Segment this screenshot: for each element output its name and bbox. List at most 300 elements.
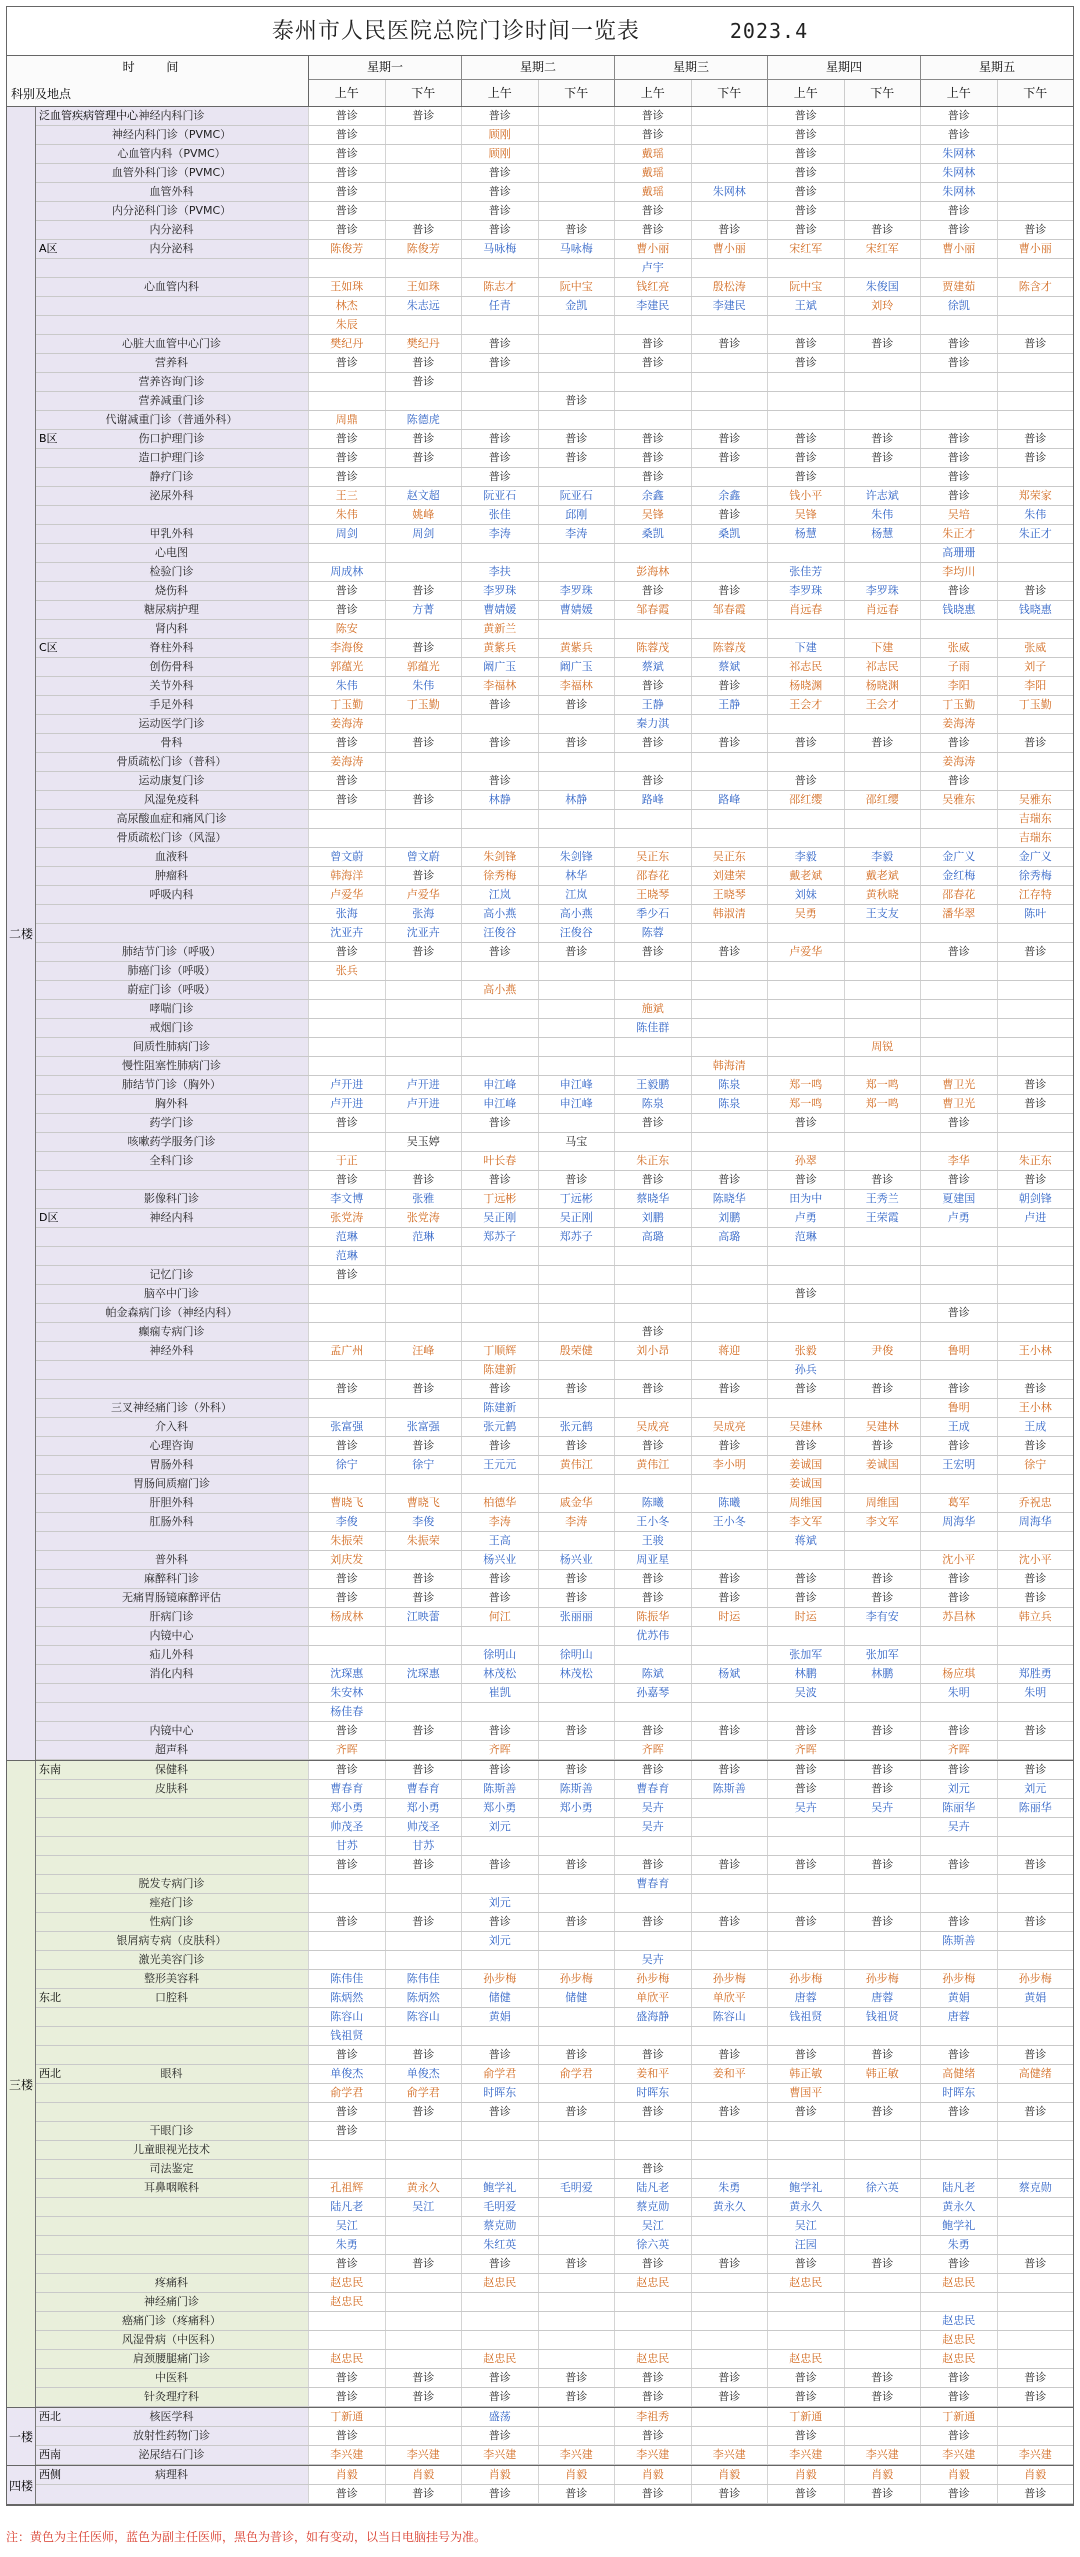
doctor-slot: 普诊 <box>920 468 997 486</box>
doctor-slot <box>385 2160 462 2178</box>
doctor-slot: 周海华 <box>920 1513 997 1531</box>
doctor-slot: 赵忠民 <box>920 2312 997 2330</box>
doctor-slot <box>997 715 1074 733</box>
doctor-slot <box>308 1932 385 1950</box>
doctor-slot: 普诊 <box>308 2255 385 2273</box>
schedule-row <box>35 335 1073 354</box>
doctor-slot: 普诊 <box>538 2103 615 2121</box>
department-name: 无痛胃肠镜麻醉评估 <box>122 1591 221 1604</box>
doctor-slot: 陈德虎 <box>385 411 462 429</box>
doctor-slot <box>385 962 462 980</box>
department-cell <box>35 1038 308 1056</box>
doctor-slot: 普诊 <box>308 601 385 619</box>
department-name: 药学门诊 <box>149 1116 194 1129</box>
doctor-slot: 姜海涛 <box>920 753 997 771</box>
doctor-slot: 刘建荣 <box>691 867 768 885</box>
doctor-slot: 王高 <box>461 1532 538 1550</box>
doctor-slot: 杨慧 <box>767 525 844 543</box>
doctor-slot: 王元元 <box>461 1456 538 1474</box>
doctor-slot <box>691 145 768 163</box>
doctor-slot: 桑凯 <box>691 525 768 543</box>
doctor-slot <box>385 1646 462 1664</box>
department-name: 手足外科 <box>149 698 194 711</box>
doctor-slot: 陈安 <box>308 620 385 638</box>
doctor-slot: 普诊 <box>767 1856 844 1874</box>
doctor-slot <box>538 1703 615 1721</box>
doctor-slot <box>844 259 921 277</box>
doctor-slot <box>691 715 768 733</box>
doctor-slot <box>308 1133 385 1151</box>
doctor-slot <box>461 1000 538 1018</box>
doctor-slot: 普诊 <box>308 2103 385 2121</box>
doctor-slot: 普诊 <box>997 1380 1074 1398</box>
doctor-slot <box>997 2160 1074 2178</box>
doctor-slot <box>538 2236 615 2254</box>
doctor-slot: 陈叶 <box>997 905 1074 923</box>
doctor-slot <box>997 2350 1074 2368</box>
doctor-slot: 许志斌 <box>844 487 921 505</box>
department-cell <box>35 772 308 790</box>
department-name: 泌尿外科 <box>149 489 194 502</box>
doctor-slot: 普诊 <box>767 202 844 220</box>
department-name: 影像科门诊 <box>144 1192 199 1205</box>
doctor-slot: 普诊 <box>997 2046 1074 2064</box>
doctor-slot <box>691 1323 768 1341</box>
doctor-slot: 齐晖 <box>308 1741 385 1759</box>
doctor-slot: 刘庆发 <box>308 1551 385 1569</box>
doctor-slot <box>691 2350 768 2368</box>
doctor-slot <box>920 2141 997 2159</box>
schedule-row <box>35 2141 1073 2160</box>
area-label: 泛血管疾病管理中心 <box>39 109 138 122</box>
doctor-slot: 普诊 <box>308 1722 385 1740</box>
doctor-slot: 姜和平 <box>614 2065 691 2083</box>
doctor-slot: 普诊 <box>308 1761 385 1779</box>
doctor-slot: 曹晓飞 <box>308 1494 385 1512</box>
doctor-slot: 普诊 <box>920 1589 997 1607</box>
doctor-slot <box>614 753 691 771</box>
department-cell <box>35 1000 308 1018</box>
doctor-slot: 郑一鸣 <box>767 1095 844 1113</box>
day-header <box>462 56 615 106</box>
schedule-row <box>35 924 1073 943</box>
department-name: 蔚症门诊（呼吸） <box>127 983 216 996</box>
schedule-row <box>35 126 1073 145</box>
am-label: 上午 <box>921 80 998 106</box>
department-name: 肿瘤科 <box>155 869 188 882</box>
schedule-row <box>35 2065 1073 2084</box>
doctor-slot <box>538 1323 615 1341</box>
doctor-slot: 普诊 <box>385 354 462 372</box>
doctor-slot: 普诊 <box>997 1171 1074 1189</box>
doctor-slot: 路峰 <box>614 791 691 809</box>
department-name: 血管外科 <box>149 185 194 198</box>
doctor-slot <box>997 1741 1074 1759</box>
doctor-slot: 普诊 <box>614 1380 691 1398</box>
doctor-slot <box>691 2312 768 2330</box>
doctor-slot: 普诊 <box>691 1171 768 1189</box>
doctor-slot <box>461 259 538 277</box>
doctor-slot: 吴卉 <box>614 1951 691 1969</box>
doctor-slot: 蔡克勋 <box>461 2217 538 2235</box>
doctor-slot <box>308 2331 385 2349</box>
doctor-slot: 何江 <box>461 1608 538 1626</box>
doctor-slot <box>767 1894 844 1912</box>
doctor-slot: 赵忠民 <box>308 2350 385 2368</box>
doctor-slot <box>920 1057 997 1075</box>
doctor-slot: 普诊 <box>767 2369 844 2387</box>
doctor-slot: 普诊 <box>538 1570 615 1588</box>
doctor-slot: 王如珠 <box>308 278 385 296</box>
doctor-slot <box>308 2312 385 2330</box>
doctor-slot <box>538 563 615 581</box>
doctor-slot <box>538 2160 615 2178</box>
doctor-slot: 普诊 <box>691 1722 768 1740</box>
doctor-slot: 普诊 <box>767 1780 844 1798</box>
doctor-slot <box>997 544 1074 562</box>
doctor-slot <box>691 392 768 410</box>
doctor-slot: 汪峰 <box>385 1342 462 1360</box>
doctor-slot: 曹小丽 <box>920 240 997 258</box>
doctor-slot: 姜诚国 <box>767 1475 844 1493</box>
doctor-slot <box>538 107 615 125</box>
doctor-slot: 普诊 <box>691 734 768 752</box>
doctor-slot: 普诊 <box>767 468 844 486</box>
doctor-slot <box>538 1019 615 1037</box>
doctor-slot: 蔡克勋 <box>997 2179 1074 2197</box>
doctor-slot <box>614 1038 691 1056</box>
department-cell <box>35 1209 308 1227</box>
schedule-row <box>35 1342 1073 1361</box>
doctor-slot: 普诊 <box>844 734 921 752</box>
doctor-slot <box>385 829 462 847</box>
doctor-slot <box>614 2141 691 2159</box>
doctor-slot <box>691 1818 768 1836</box>
doctor-slot <box>308 1000 385 1018</box>
department-cell <box>35 1228 308 1246</box>
doctor-slot: 李兴建 <box>538 2446 615 2464</box>
doctor-slot <box>767 924 844 942</box>
doctor-slot: 普诊 <box>997 1856 1074 1874</box>
doctor-slot <box>691 2274 768 2292</box>
doctor-slot <box>308 1399 385 1417</box>
doctor-slot <box>538 1951 615 1969</box>
doctor-slot <box>691 1133 768 1151</box>
doctor-slot <box>385 1703 462 1721</box>
doctor-slot: 孙兵 <box>767 1361 844 1379</box>
schedule-row <box>35 183 1073 202</box>
doctor-slot: 肖毅 <box>997 2466 1074 2484</box>
schedule-row <box>35 145 1073 164</box>
doctor-slot <box>844 1894 921 1912</box>
schedule-row <box>35 1780 1073 1799</box>
doctor-slot: 普诊 <box>767 1570 844 1588</box>
doctor-slot: 林静 <box>461 791 538 809</box>
doctor-slot: 储健 <box>461 1989 538 2007</box>
doctor-slot <box>767 544 844 562</box>
area-label: 西侧 <box>39 2468 61 2481</box>
doctor-slot: 普诊 <box>308 221 385 239</box>
doctor-slot: 徐秀梅 <box>997 867 1074 885</box>
doctor-slot <box>920 1475 997 1493</box>
doctor-slot <box>997 1932 1074 1950</box>
doctor-slot: 施斌 <box>614 1000 691 1018</box>
doctor-slot: 赵忠民 <box>308 2274 385 2292</box>
doctor-slot: 宋红军 <box>767 240 844 258</box>
doctor-slot: 普诊 <box>385 1570 462 1588</box>
doctor-slot <box>997 2274 1074 2292</box>
doctor-slot: 普诊 <box>614 107 691 125</box>
schedule-row <box>35 1570 1073 1589</box>
doctor-slot: 普诊 <box>691 1380 768 1398</box>
doctor-slot: 普诊 <box>844 221 921 239</box>
doctor-slot: 普诊 <box>614 2427 691 2445</box>
doctor-slot <box>691 1361 768 1379</box>
doctor-slot <box>844 164 921 182</box>
doctor-slot: 王秀兰 <box>844 1190 921 1208</box>
doctor-slot: 邵春花 <box>614 867 691 885</box>
doctor-slot: 普诊 <box>844 2046 921 2064</box>
doctor-slot: 林华 <box>538 867 615 885</box>
doctor-slot: 高健绪 <box>920 2065 997 2083</box>
doctor-slot: 沈小平 <box>920 1551 997 1569</box>
doctor-slot: 甘苏 <box>308 1837 385 1855</box>
doctor-slot: 普诊 <box>461 1570 538 1588</box>
doctor-slot: 普诊 <box>997 2255 1074 2273</box>
doctor-slot: 丁顺辉 <box>461 1342 538 1360</box>
doctor-slot <box>385 202 462 220</box>
doctor-slot: 曹春育 <box>308 1780 385 1798</box>
doctor-slot: 陈振华 <box>614 1608 691 1626</box>
doctor-slot: 普诊 <box>920 2103 997 2121</box>
doctor-slot <box>920 1323 997 1341</box>
department-cell <box>35 487 308 505</box>
doctor-slot: 黄伟江 <box>538 1456 615 1474</box>
doctor-slot: 普诊 <box>997 1095 1074 1113</box>
doctor-slot: 张雅 <box>385 1190 462 1208</box>
doctor-slot: 普诊 <box>461 1761 538 1779</box>
department-cell <box>35 715 308 733</box>
doctor-slot: 卢勇 <box>767 1209 844 1227</box>
doctor-slot <box>844 943 921 961</box>
doctor-slot: 普诊 <box>844 1780 921 1798</box>
doctor-slot: 阮亚石 <box>538 487 615 505</box>
doctor-slot: 普诊 <box>844 430 921 448</box>
doctor-slot <box>691 753 768 771</box>
doctor-slot <box>691 810 768 828</box>
doctor-slot <box>767 1304 844 1322</box>
department-cell <box>35 1875 308 1893</box>
doctor-slot <box>538 1894 615 1912</box>
doctor-slot <box>385 620 462 638</box>
doctor-slot: 普诊 <box>614 449 691 467</box>
doctor-slot: 普诊 <box>844 449 921 467</box>
doctor-slot: 陈斯善 <box>691 1780 768 1798</box>
doctor-slot <box>614 1399 691 1417</box>
schedule-row <box>35 810 1073 829</box>
doctor-slot <box>767 1627 844 1645</box>
doctor-slot <box>385 259 462 277</box>
area-label: 西北 <box>39 2067 61 2080</box>
doctor-slot: 吴卉 <box>767 1799 844 1817</box>
day-name: 星期二 <box>462 56 614 80</box>
schedule-row <box>35 829 1073 848</box>
schedule-row <box>35 1095 1073 1114</box>
doctor-slot: 普诊 <box>767 1589 844 1607</box>
schedule-row <box>35 1323 1073 1342</box>
doctor-slot <box>385 1114 462 1132</box>
department-name: 泌尿结石门诊 <box>138 2448 205 2461</box>
department-name: 风湿骨病（中医科） <box>122 2333 221 2346</box>
schedule-row <box>35 544 1073 563</box>
department-cell <box>35 620 308 638</box>
doctor-slot: 普诊 <box>385 1856 462 1874</box>
doctor-slot: 陈建新 <box>461 1361 538 1379</box>
doctor-slot: 普诊 <box>767 2388 844 2406</box>
schedule-row <box>35 1932 1073 1951</box>
doctor-slot: 张佳 <box>461 506 538 524</box>
doctor-slot: 朱志远 <box>385 297 462 315</box>
doctor-slot <box>691 2084 768 2102</box>
doctor-slot: 普诊 <box>691 430 768 448</box>
doctor-slot: 姜诚国 <box>844 1456 921 1474</box>
doctor-slot: 孙步梅 <box>614 1970 691 1988</box>
doctor-slot: 高璐 <box>614 1228 691 1246</box>
doctor-slot <box>920 1875 997 1893</box>
doctor-slot: 朱网林 <box>920 183 997 201</box>
department-cell <box>35 1190 308 1208</box>
doctor-slot: 吉瑞东 <box>997 829 1074 847</box>
doctor-slot: 李兴建 <box>385 2446 462 2464</box>
doctor-slot: 普诊 <box>844 1761 921 1779</box>
doctor-slot <box>538 810 615 828</box>
schedule-row <box>35 1703 1073 1722</box>
schedule-row <box>35 620 1073 639</box>
doctor-slot: 王荣霞 <box>844 1209 921 1227</box>
doctor-slot <box>538 1266 615 1284</box>
doctor-slot <box>844 2350 921 2368</box>
department-cell <box>35 1608 308 1626</box>
doctor-slot <box>385 2350 462 2368</box>
doctor-slot <box>691 2217 768 2235</box>
doctor-slot: 普诊 <box>614 734 691 752</box>
doctor-slot: 普诊 <box>614 354 691 372</box>
doctor-slot: 普诊 <box>461 2369 538 2387</box>
doctor-slot: 普诊 <box>385 734 462 752</box>
doctor-slot: 陈蓉茂 <box>614 639 691 657</box>
doctor-slot <box>767 1019 844 1037</box>
doctor-slot: 钱红亮 <box>614 278 691 296</box>
doctor-slot: 普诊 <box>997 1570 1074 1588</box>
schedule-row <box>35 1019 1073 1038</box>
doctor-slot <box>385 1361 462 1379</box>
department-name: 咳嗽药学服务门诊 <box>127 1135 216 1148</box>
doctor-slot: 普诊 <box>920 202 997 220</box>
doctor-slot: 陈志才 <box>461 278 538 296</box>
doctor-slot <box>538 373 615 391</box>
schedule-row <box>35 2350 1073 2369</box>
doctor-slot <box>997 2408 1074 2426</box>
department-cell <box>35 259 308 277</box>
doctor-slot: 普诊 <box>844 1722 921 1740</box>
schedule-row <box>35 2331 1073 2350</box>
doctor-slot <box>614 2122 691 2140</box>
schedule-row <box>35 639 1073 658</box>
doctor-slot: 王成 <box>997 1418 1074 1436</box>
doctor-slot: 普诊 <box>385 430 462 448</box>
doctor-slot: 宋红军 <box>844 240 921 258</box>
doctor-slot: 朱伟 <box>844 506 921 524</box>
doctor-slot: 季少石 <box>614 905 691 923</box>
doctor-slot: 韩海洋 <box>308 867 385 885</box>
doctor-slot <box>691 2427 768 2445</box>
doctor-slot: 韩海清 <box>691 1057 768 1075</box>
doctor-slot: 金广义 <box>997 848 1074 866</box>
doctor-slot: 普诊 <box>920 2255 997 2273</box>
doctor-slot: 普诊 <box>920 335 997 353</box>
schedule-row <box>35 278 1073 297</box>
doctor-slot: 杨兴业 <box>461 1551 538 1569</box>
department-name: 造口护理门诊 <box>138 451 205 464</box>
doctor-slot: 普诊 <box>308 1437 385 1455</box>
department-name: 心血管内科（PVMC） <box>117 147 226 160</box>
department-name: 高尿酸血症和痛风门诊 <box>116 812 227 825</box>
doctor-slot <box>385 2312 462 2330</box>
doctor-slot <box>538 202 615 220</box>
doctor-slot: 朱网林 <box>920 164 997 182</box>
doctor-slot: 赵忠民 <box>920 2331 997 2349</box>
doctor-slot: 祁志民 <box>767 658 844 676</box>
department-name: 介入科 <box>155 1420 188 1433</box>
doctor-slot <box>920 620 997 638</box>
doctor-slot <box>997 373 1074 391</box>
doctor-slot: 邵红缨 <box>767 791 844 809</box>
doctor-slot: 戴瑶 <box>614 164 691 182</box>
doctor-slot: 李建民 <box>691 297 768 315</box>
doctor-slot: 普诊 <box>385 943 462 961</box>
doctor-slot: 普诊 <box>920 1722 997 1740</box>
doctor-slot: 崔凯 <box>461 1684 538 1702</box>
doctor-slot: 普诊 <box>538 1856 615 1874</box>
doctor-slot: 朱伟 <box>308 677 385 695</box>
department-cell <box>35 810 308 828</box>
doctor-slot: 徐明山 <box>538 1646 615 1664</box>
doctor-slot: 曾文蔚 <box>308 848 385 866</box>
department-name: 检验门诊 <box>149 565 194 578</box>
doctor-slot: 卢开进 <box>308 1095 385 1113</box>
doctor-slot: 陈斯善 <box>461 1780 538 1798</box>
schedule-row <box>35 1380 1073 1399</box>
doctor-slot: 普诊 <box>997 1913 1074 1931</box>
doctor-slot: 黄娟 <box>920 1989 997 2007</box>
doctor-slot: 吴勇 <box>767 905 844 923</box>
doctor-slot: 蔡克勋 <box>614 2198 691 2216</box>
doctor-slot: 肖毅 <box>920 2466 997 2484</box>
doctor-slot: 汪俊谷 <box>538 924 615 942</box>
doctor-slot: 卢爱华 <box>308 886 385 904</box>
doctor-slot: 普诊 <box>614 1761 691 1779</box>
doctor-slot: 吴卉 <box>844 1799 921 1817</box>
am-label: 上午 <box>615 80 692 106</box>
doctor-slot: 朱伟 <box>385 677 462 695</box>
doctor-slot <box>997 2141 1074 2159</box>
doctor-slot: 普诊 <box>385 1380 462 1398</box>
department-name: 全科门诊 <box>149 1154 194 1167</box>
doctor-slot <box>920 1133 997 1151</box>
doctor-slot <box>767 2122 844 2140</box>
schedule-row <box>35 867 1073 886</box>
doctor-slot <box>997 2122 1074 2140</box>
